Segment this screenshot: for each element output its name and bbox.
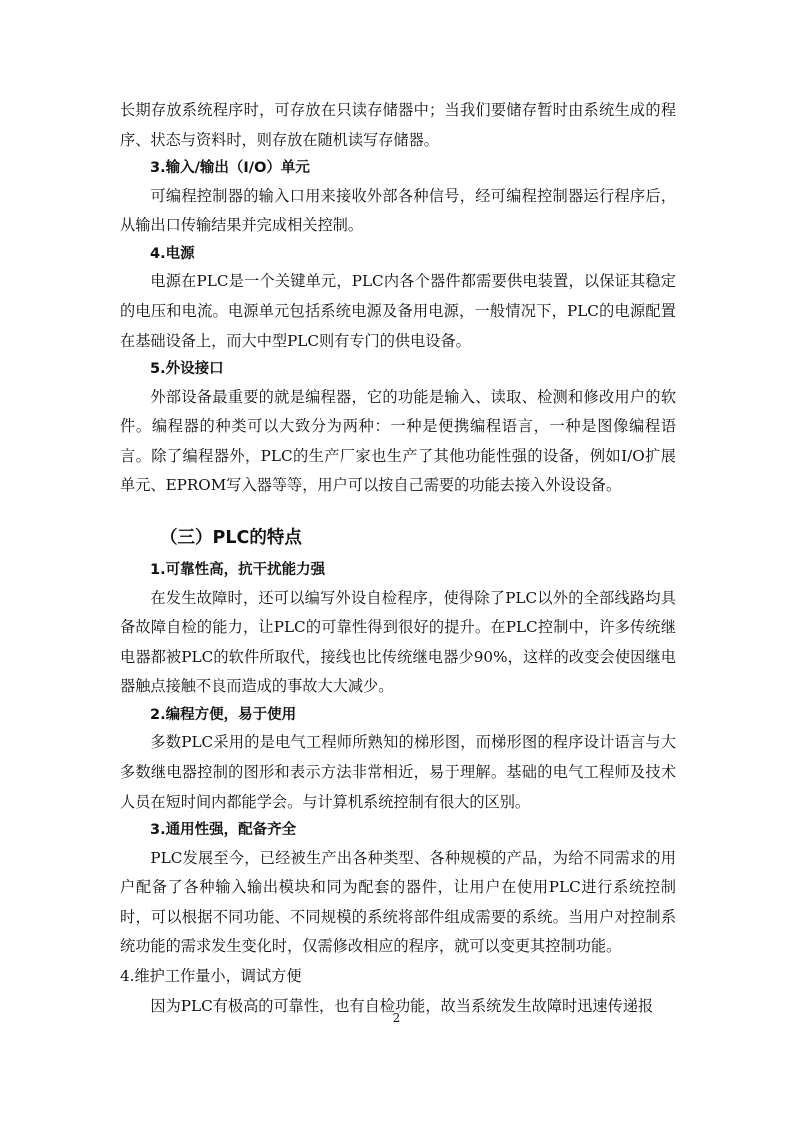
heading-feature-maintenance: 4.维护工作量小，调试方便	[120, 967, 302, 986]
paragraph-feature-reliability: 在发生故障时，还可以编写外设自检程序，使得除了PLC以外的全部线路均具备故障自检的能力，让PLC的可靠性得到很好的提升。在PLC控制中，许多传统继电器都被PLC的软件所取代，接线也比传统继电器少90%，这样的改变会使因继电器触点接触不良而造成的事故大大减少。	[120, 588, 676, 696]
paragraph-io-unit: 可编程控制器的输入口用来接收外部各种信号，经可编程控制器运行程序后，从输出口传输结果并完成相关控制。	[120, 186, 676, 235]
paragraph-feature-versatility: PLC发展至今，已经被生产出各种类型、各种规模的产品，为给不同需求的用户配备了各种输入输出模块和同为配套的器件，让用户在使用PLC进行系统控制时，可以根据不同功能、不同规模的系统将部件组成需要的系统。当用户对控制系统功能的需求发生变化时，仅需修改相应的程序，就可以变更其控制功能。	[120, 848, 676, 956]
heading-feature-versatility: 3.通用性强，配备齐全	[150, 822, 297, 839]
heading-power: 4.电源	[150, 245, 195, 262]
paragraph-feature-programming: 多数PLC采用的是电气工程师所熟知的梯形图，而梯形图的程序设计语言与大多数继电器控制的图形和表示方法非常相近，易于理解。基础的电气工程师及技术人员在短时间内都能学会。与计算机系统控制有很大的区别。	[120, 733, 676, 811]
heading-feature-programming: 2.编程方便，易于使用	[150, 706, 297, 723]
heading-feature-reliability: 1.可靠性高，抗干扰能力强	[150, 562, 326, 579]
paragraph-peripheral-interface: 外部设备最重要的就是编程器，它的功能是输入、读取、检测和修改用户的软件。编程器的种类可以大致分为两种：一种是便携编程语言，一种是图像编程语言。除了编程器外，PLC的生产厂家也生产了其他功能性强的设备，例如I/O扩展单元、EPROM写入器等等，用户可以按自己需要的功能去接入外设设备。	[120, 387, 676, 495]
page-number: 2	[392, 1011, 401, 1025]
heading-io-unit: 3.输入/输出（I/O）单元	[150, 160, 310, 177]
paragraph-power: 电源在PLC是一个关键单元，PLC内各个器件都需要供电装置，以保证其稳定的电压和电流。电源单元包括系统电源及备用电源，一般情况下，PLC的电源配置在基础设备上，而大中型PLC则有专门的供电设备。	[120, 272, 676, 350]
section-heading-plc-features: （三）PLC的特点	[160, 528, 302, 549]
page-content	[120, 96, 676, 1021]
paragraph-storage: 长期存放系统程序时，可存放在只读存储器中；当我们要储存暂时由系统生成的程序、状态与资料时，则存放在随机读写存储器。	[120, 101, 676, 149]
heading-peripheral-interface: 5.外设接口	[150, 361, 224, 378]
paragraph-feature-maintenance: 因为PLC有极高的可靠性，也有自检功能，故当系统发生故障时迅速传递报	[150, 996, 654, 1015]
